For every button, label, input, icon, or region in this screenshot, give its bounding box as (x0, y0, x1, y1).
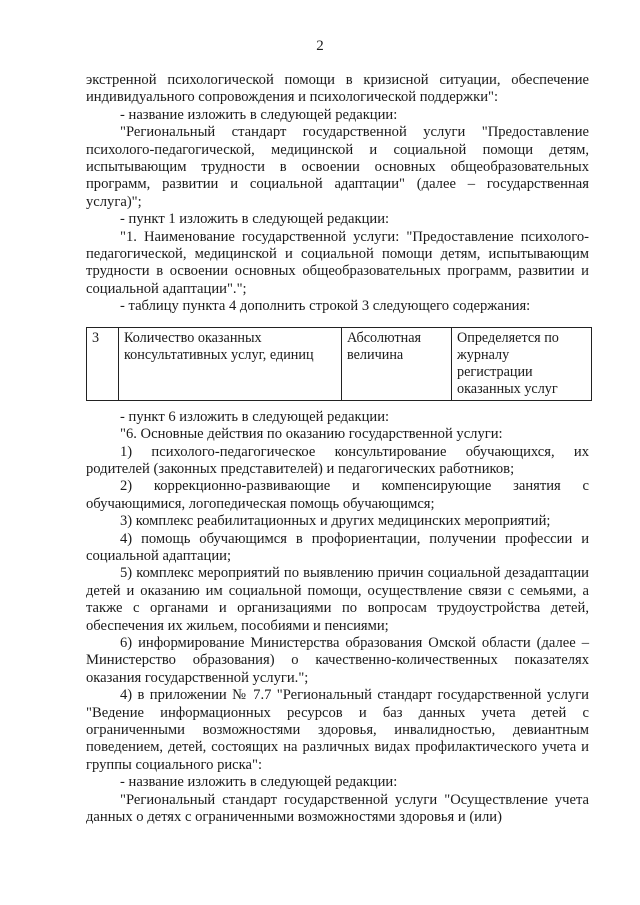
paragraph: "Региональный стандарт государственной услуги "Осуществление учета данных о детях с ограниченными возможностями здоровья и (или) (86, 791, 589, 826)
paragraph: - пункт 1 изложить в следующей редакции: (120, 211, 390, 228)
page-number: 2 (316, 38, 324, 54)
paragraph: "6. Основные действия по оказанию государственной услуги: (120, 426, 503, 443)
list-item: 4) помощь обучающимся в профориентации, получении профессии и социальной адаптации; (86, 530, 589, 564)
table-cell-name: Количество оказанных консультативных услуг, единиц (119, 327, 342, 400)
table-row (87, 327, 592, 400)
list-item: 3) комплекс реабилитационных и других медицинских мероприятий; (120, 513, 551, 530)
paragraph: - название изложить в следующей редакции: (120, 106, 398, 123)
paragraph: экстренной психологической помощи в кризисной ситуации, обеспечение индивидуального сопровождения и психологической поддержки": (86, 72, 589, 106)
paragraph: - пункт 6 изложить в следующей редакции: (120, 408, 390, 425)
inserted-table-row (86, 327, 592, 401)
list-item: 1) психолого-педагогическое консультирование обучающихся, их родителей (законных представителей) и педагогических работников; (86, 443, 589, 477)
table-cell-unit: Абсолютная величина (342, 327, 452, 400)
document-body (86, 72, 589, 826)
paragraph: "Региональный стандарт государственной услуги "Предоставление психолого-педагогической, медицинской и социальной помощи детям, испытывающим трудности в освоении основных общеобразовательных программ, развитии и социальной адаптации" (далее – государственная услуга)"; (86, 124, 589, 210)
table-cell-source: Определяется по журналу регистрации оказанных услуг (452, 327, 592, 400)
paragraph: - название изложить в следующей редакции: (120, 774, 398, 791)
list-item: 2) коррекционно-развивающие и компенсирующие занятия с обучающимися, логопедическая помощь обучающимся; (86, 478, 589, 512)
paragraph: "1. Наименование государственной услуги: "Предоставление психолого-педагогической, медицинской и социальной помощи детям, испытывающим трудности в освоении основных общеобразовательных программ, развитии и социальной адаптации"."; (86, 228, 589, 297)
list-item: 6) информирование Министерства образования Омской области (далее – Министерство образования) о качественно-количественных показателях оказания государственной услуги."; (86, 634, 589, 686)
spacer (86, 401, 589, 409)
list-item: 5) комплекс мероприятий по выявлению причин социальной дезадаптации детей и оказанию им социальной помощи, осуществление связи с семьями, а также с органами и организациями по вопросам трудоустройства детей, обеспечения их жильем, пособиями и пенсиями; (86, 565, 589, 634)
spacer (86, 316, 589, 327)
paragraph: - таблицу пункта 4 дополнить строкой 3 следующего содержания: (120, 298, 531, 315)
table-cell-number: 3 (87, 327, 119, 400)
paragraph: 4) в приложении № 7.7 "Региональный стандарт государственной услуги "Ведение информационных ресурсов и баз данных учета детей с ограниченными возможностями здоровья, инвалидностью, девиантным поведением, детей, состоящих на различных видах профилактического учета и группы социального риска": (86, 687, 589, 773)
